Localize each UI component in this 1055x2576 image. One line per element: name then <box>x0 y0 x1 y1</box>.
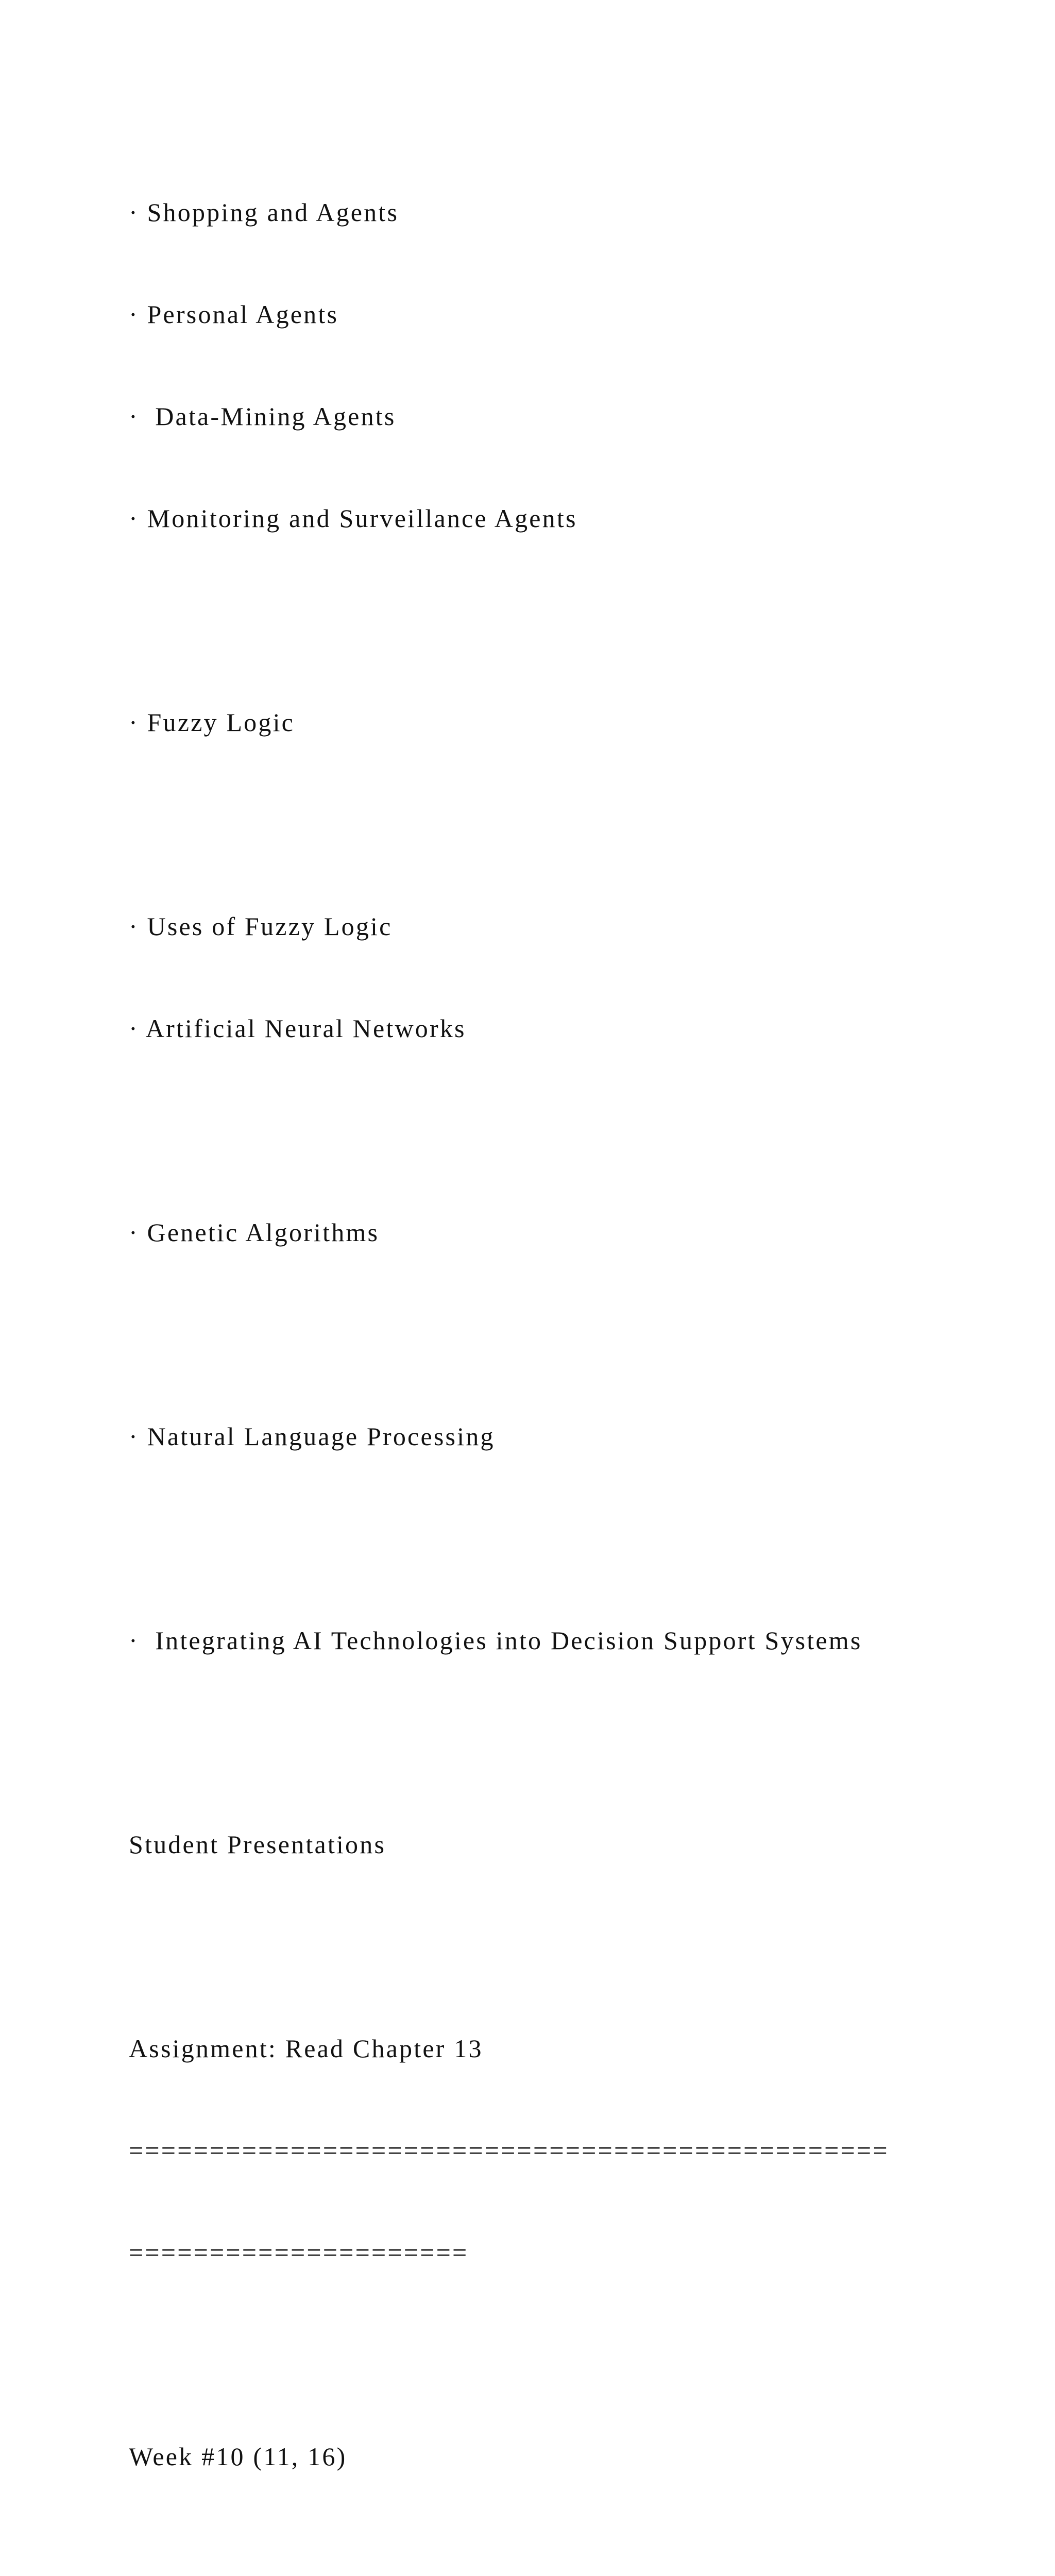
document-body <box>129 127 1035 2576</box>
list-item: · Personal Agents <box>129 300 339 329</box>
list-item: · Integrating AI Technologies into Decision Support Systems <box>129 1626 862 1655</box>
list-item: · Natural Language Processing <box>129 1422 495 1451</box>
blank-line <box>129 603 1035 637</box>
blank-line <box>129 1725 1035 1759</box>
list-item: · Data-Mining Agents <box>129 402 396 431</box>
list-item: · Monitoring and Surveillance Agents <box>129 504 577 533</box>
list-item: · Fuzzy Logic <box>129 708 295 737</box>
section-heading: Student Presentations <box>129 1830 386 1859</box>
list-item: · Shopping and Agents <box>129 198 399 227</box>
blank-line <box>129 2337 1035 2371</box>
blank-line <box>129 1113 1035 1147</box>
list-item: · Genetic Algorithms <box>129 1218 380 1247</box>
separator-line: ===================== <box>129 2238 469 2267</box>
assignment-text: Assignment: Read Chapter 13 <box>129 2034 483 2063</box>
blank-line <box>129 1521 1035 1555</box>
week-heading: Week #10 (11, 16) <box>129 2442 347 2471</box>
blank-line <box>129 1929 1035 1963</box>
blank-line <box>129 807 1035 841</box>
separator-line: =============================================== <box>129 2136 889 2165</box>
list-item: · Artificial Neural Networks <box>129 1014 466 1043</box>
list-item: · Uses of Fuzzy Logic <box>129 912 393 941</box>
blank-line <box>129 1317 1035 1351</box>
blank-line <box>129 2541 1035 2575</box>
